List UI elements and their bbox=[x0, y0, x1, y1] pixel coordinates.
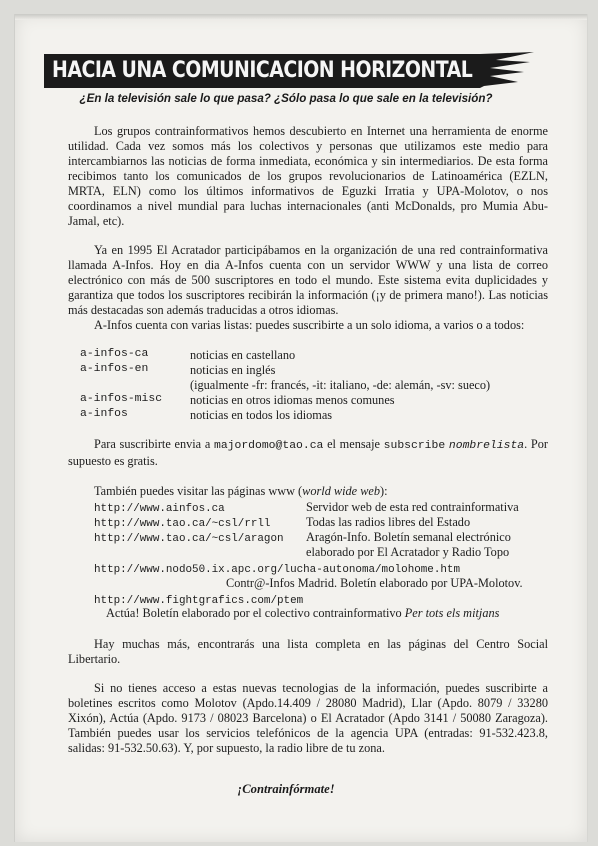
list-desc: noticias en otros idiomas menos comunes bbox=[190, 393, 395, 407]
link-desc: Todas las radios libres del Estado bbox=[306, 515, 471, 529]
link-row bbox=[94, 592, 303, 607]
link-url[interactable]: http://www.tao.ca/~csl/aragon bbox=[94, 533, 284, 545]
paragraph-lists-intro: A-Infos cuenta con varias listas: puedes suscribirte a un solo idioma, a varios o a todos: bbox=[94, 318, 525, 332]
link-row bbox=[94, 530, 284, 545]
link-row bbox=[94, 515, 270, 530]
subscribe-mid: el mensaje bbox=[323, 437, 384, 451]
page-title: HACIA UNA COMUNICACION HORIZONTAL bbox=[52, 58, 473, 83]
list-name: a-infos bbox=[80, 408, 128, 420]
link-url[interactable]: http://www.ainfos.ca bbox=[94, 503, 225, 515]
link-desc: elaborado por El Acratador y Radio Topo bbox=[306, 545, 510, 559]
link-url[interactable]: http://www.fightgrafics.com/ptem bbox=[94, 595, 304, 607]
link-url[interactable]: http://www.nodo50.ix.apc.org/lucha-autonoma/molohome.htm bbox=[94, 564, 460, 576]
subscribe-pre: Para suscribirte envia a bbox=[94, 437, 214, 451]
link-row bbox=[94, 500, 225, 515]
web-intro bbox=[94, 484, 388, 499]
actua-em: Per tots els mitjans bbox=[404, 606, 500, 620]
web-intro-text: También puedes visitar las páginas www ( bbox=[94, 484, 303, 498]
subscribe-email[interactable]: majordomo@tao.ca bbox=[214, 440, 324, 452]
subscribe-post: . Por supuesto es gratis. bbox=[68, 437, 548, 468]
subscribe-arg: nombrelista bbox=[448, 440, 525, 452]
paragraph-intro: Los grupos contrainformativos hemos descubierto en Internet una herramienta de enorme utilidad. Cada vez somos más los colectivos y personas que utilizamos este medio para intercambiarnos las noticias de forma inmediata, económica y sin intermediarios. De esta forma recibimos tanto los comunicados de los grupos revolucionarios de Latinoamérica (EZLN, MRTA, ELN) como los últimos informativos de Eguzki Irratia y UPA-Molotov, o nos coordinamos a nivel mundial para luchas internacionales (anti McDonalds, pro Mumia Abu-Jamal, etc). bbox=[68, 124, 548, 228]
page-subtitle: ¿En la televisión sale lo que pasa? ¿Sólo pasa lo que sale en la televisión? bbox=[79, 92, 493, 105]
list-desc: noticias en inglés bbox=[190, 363, 276, 377]
link-url[interactable]: http://www.tao.ca/~csl/rrll bbox=[94, 518, 271, 530]
paragraph-more: Hay muchas más, encontrarás una lista completa en las páginas del Centro Social Libertario. bbox=[68, 637, 548, 666]
actua-line bbox=[106, 606, 499, 621]
list-desc: (igualmente -fr: francés, -it: italiano, -de: alemán, -sv: sueco) bbox=[190, 378, 491, 392]
list-name: a-infos-ca bbox=[80, 348, 149, 360]
paragraph-subscribe bbox=[68, 437, 548, 469]
closing-slogan: ¡Contrainfórmate! bbox=[237, 782, 335, 796]
title-banner bbox=[44, 52, 534, 90]
paragraph-ainfos: Ya en 1995 El Acratador participábamos en la organización de una red contrainformativa llamada A-Infos. Hoy en dia A-Infos cuenta con un servidor WWW y una lista de correo electrónico con más de 500 suscriptores en todo el mundo. Este sistema evita duplicidades y garantiza que todos los suscriptores recibirán la información (¡y de primera mano!). Las noticias más destacadas son además traducidas a otros idiomas. bbox=[68, 243, 548, 317]
page-fold bbox=[15, 14, 587, 20]
paragraph-offline: Si no tienes acceso a estas nuevas tecnologias de la información, puedes suscribirte a boletines escritos como Molotov (Apdo.14.409 / 28080 Madrid), Llar (Apdo. 8079 / 33280 Xixón), Actúa (Apdo. 9173 / 08023 Barcelona) o El Acratador (Apdo 3141 / 50080 Zaragoza). También puedes usar los servicios telefónicos de la agencia UPA (entradas: 91-532.423.8, salidas: 91-532.50.63). Y, por supuesto, la radio libre de tu zona. bbox=[68, 681, 548, 755]
list-desc: noticias en castellano bbox=[190, 348, 296, 362]
web-intro-em: world wide web bbox=[302, 484, 381, 498]
link-desc: Aragón-Info. Boletín semanal electrónico bbox=[306, 530, 511, 544]
link-desc: Contr@-Infos Madrid. Boletín elaborado por UPA-Molotov. bbox=[226, 576, 523, 590]
list-name: a-infos-misc bbox=[80, 393, 163, 405]
subscribe-command: subscribe bbox=[383, 440, 446, 452]
web-intro-end: ): bbox=[380, 484, 388, 498]
actua-text: Actúa! Boletín elaborado por el colectivo contrainformativo bbox=[106, 606, 405, 620]
list-desc: noticias en todos los idiomas bbox=[190, 408, 333, 422]
link-desc: Servidor web de esta red contrainformativa bbox=[306, 500, 519, 514]
link-row bbox=[94, 561, 460, 576]
list-name: a-infos-en bbox=[80, 363, 149, 375]
